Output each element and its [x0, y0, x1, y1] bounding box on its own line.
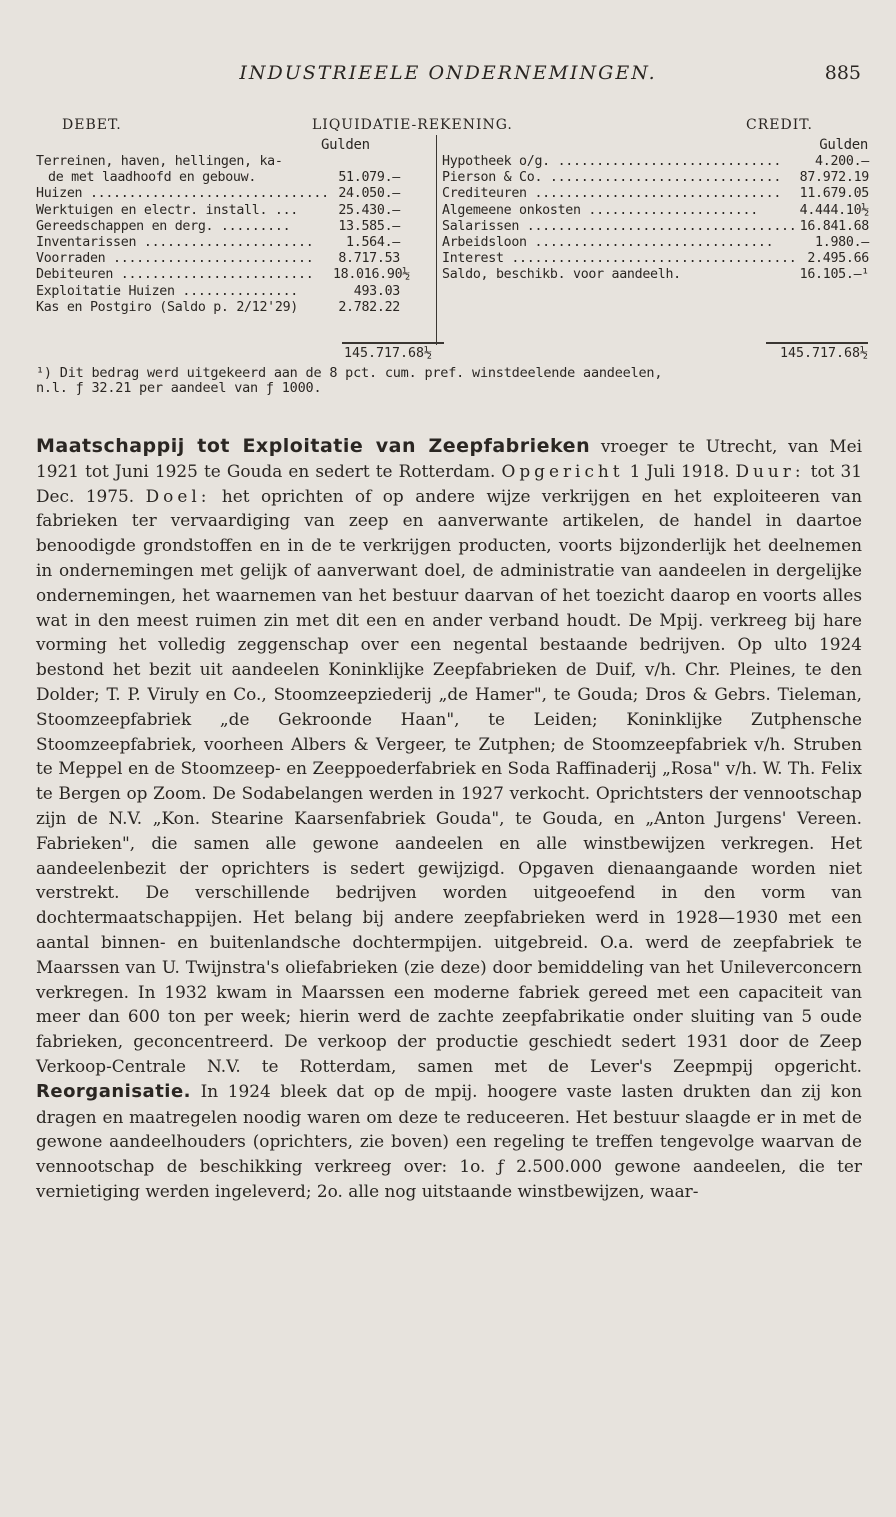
credit-row: Pierson & Co. .............................. 87.972.19: [442, 170, 869, 186]
credit-column: [436, 135, 869, 345]
footnote: [36, 366, 866, 396]
debit-row: Exploitatie Huizen ............... 493.03: [36, 283, 400, 299]
credit-row: Crediteuren ................................ 11.679.05: [442, 186, 869, 202]
duur-label: Duur:: [735, 460, 805, 481]
footnote-line: ¹) Dit bedrag werd uitgekeerd aan de 8 pct. cum. pref. winstdeelende aandeelen,: [36, 365, 663, 381]
debit-row: Huizen ............................... 24.050.—: [36, 186, 400, 202]
company-name: Maatschappij tot Exploitatie van Zeepfabrieken: [36, 435, 591, 457]
credit-row: Hypotheek o/g. ............................. 4.200.—: [442, 154, 869, 169]
total-rule-left: [342, 342, 444, 344]
page-header: [0, 62, 896, 92]
company-description: [36, 434, 862, 1204]
ledger-headings: [0, 117, 896, 137]
total-left: 145.717.68½: [344, 346, 433, 361]
credit-row: Interest ..................................... 2.495.66: [442, 251, 869, 267]
debit-row: Gereedschappen en derg. ......... 13.585.—: [36, 218, 400, 234]
doel-label: Doel:: [145, 485, 211, 506]
ledger-totals: [36, 342, 868, 360]
opgericht-label: Opgericht: [501, 460, 624, 481]
debit-row: Werktuigen en electr. install. ... 25.430.—: [36, 202, 400, 218]
credit-label: CREDIT.: [746, 117, 813, 133]
total-right: 145.717.68½: [779, 346, 868, 361]
debit-row: Inventarissen ...................... 1.564.—: [36, 234, 400, 250]
debit-label: DEBET.: [62, 117, 122, 133]
debit-row: Debiteuren ......................... 18.016.90½: [36, 267, 410, 283]
running-title: INDUSTRIEELE ONDERNEMINGEN.: [239, 62, 657, 84]
currency-left: Gulden: [321, 137, 370, 153]
debit-row: Terreinen, haven, hellingen, ka-: [36, 154, 283, 169]
credit-row: Salarissen ................................... 16.841.68: [442, 218, 869, 234]
credit-row: Algemeene onkosten ...................... 4.444.10½: [442, 202, 869, 218]
credit-row: Arbeidsloon ............................... 1.980.—: [442, 234, 869, 250]
debit-row: Kas en Postgiro (Saldo p. 2/12'29) 2.782.22: [36, 299, 400, 315]
debit-row: de met laadhoofd en gebouw. 51.079.—: [48, 170, 400, 186]
credit-row: Saldo, beschikb. voor aandeelh. 16.105.—¹: [442, 267, 869, 283]
currency-right: Gulden: [819, 137, 868, 153]
page-number: 885: [824, 62, 861, 84]
debit-column: [36, 154, 436, 316]
paragraph: Maatschappij tot Exploitatie van Zeepfabrieken vroeger te Utrecht, van Mei 1921 tot Juni 1925 te Gouda en sedert te Rotterdam. Opgericht 1 Juli 1918. Duur: tot 31 Dec. 1975. Doel: het oprichten of op andere wijze verkrijgen en het exploiteeren van fabrieken ter vervaardiging van zeep en aanverwante artikelen, de handel in daartoe benoodigde grondstoffen en in de te verkrijgen producten, voorts bijzonderlijk het deelnemen in ondernemingen met gelijk of aanverwant doel, de administratie van aandeelen in dergelijke ondernemingen, het waarnemen van het bestuur daarvan of het toezicht daarop en voorts alles wat in den meest ruimen zin met dit een en ander verband houdt. De Mpij. verkreeg bij hare vorming het volledig zeggenschap over een negental bestaande bedrijven. Op ulto 1924 bestond het bezit uit aandeelen Koninklijke Zeepfabrieken de Duif, v/h. Chr. Pleines, te den Dolder; T. P. Viruly en Co., Stoomzeepziederij „de Hamer", te Gouda; Dros & Gebrs. Tieleman, Stoomzeepfabriek „de Gekroonde Haan", te Leiden; Koninklijke Zutphensche Stoomzeepfabriek, voorheen Albers & Vergeer, te Zutphen; de Stoomzeepfabriek v/h. Struben te Meppel en de Stoomzeep- en Zeeppoederfabriek en Soda Raffinaderij „Rosa" v/h. W. Th. Felix te Bergen op Zoom. De Sodabelangen werden in 1927 verkocht. Oprichtsters der vennootschap zijn de N.V. „Kon. Stearine Kaarsenfabriek Gouda", te Gouda, en „Anton Jurgens' Vereen. Fabrieken", die samen alle gewone aandeelen en alle winstbewijzen verkregen. Het aandeelenbezit der oprichters is sedert gewijzigd. Opgaven dienaangaande worden niet verstrekt. De verschillende bedrijven worden uitgeoefend in den vorm van dochtermaatschappijen. Het belang bij andere zeepfabrieken werd in 1928—1930 met een aantal binnen- en buitenlandsche dochtermpijen. uitgebreid. O.a. werd de zeepfabriek te Maarssen van U. Twijnstra's oliefabrieken (zie deze) door bemiddeling van het Unileverconcern verkregen. In 1932 kwam in Maarssen een moderne fabriek gereed met een capaciteit van meer dan 600 ton per week; hierin werd de zachte zeepfabrikatie onder sluiting van 5 oude fabrieken, geconcentreerd. De verkoop der productie geschiedt sedert 1931 door de Zeep Verkoop-Centrale N.V. te Rotterdam, samen met de Lever's Zeepmpij opgericht. Reorganisatie. In 1924 bleek dat op de mpij. hoogere vaste lasten drukten dan zij kon dragen en maatregelen noodig waren om deze te reduceeren. Het bestuur slaagde er in met de gewone aandeelhouders (oprichters, zie boven) een regeling te treffen tengevolge waarvan de vennootschap de beschikking verkreeg over: 1o. ƒ 2.500.000 gewone aandeelen, die ter vernietiging werden ingeleverd; 2o. alle nog uitstaande winstbewijzen, waar-: [36, 435, 862, 1201]
footnote-line: n.l. ƒ 32.21 per aandeel van ƒ 1000.: [36, 380, 322, 396]
ledger-title: LIQUIDATIE-REKENING.: [312, 117, 513, 133]
reorganisatie-label: Reorganisatie.: [36, 1080, 192, 1102]
total-rule-right: [766, 342, 868, 344]
debit-row: Voorraden .......................... 8.717.53: [36, 251, 400, 267]
